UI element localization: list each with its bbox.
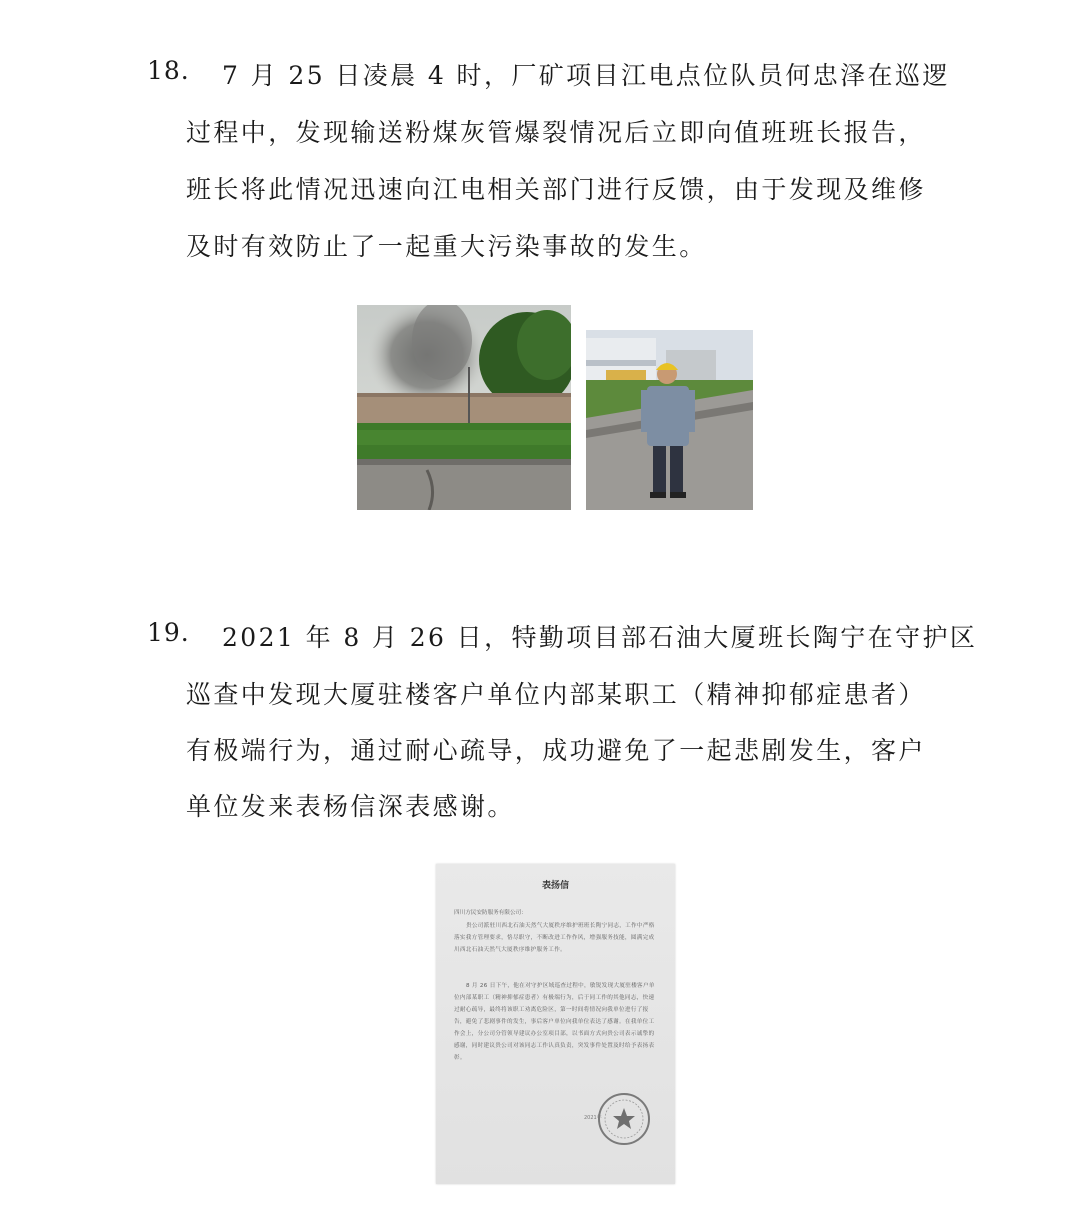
letter-paragraph: 贵公司派驻川西北石油天然气大厦秩序维护班班长陶宁同志，工作中严格落实我方管理要求，恪尽职守，不断改进工作作风，增强服务技能，圆满完成川西北石油天然气大厦秩序维护服务工作。 bbox=[454, 923, 655, 953]
commendation-letter-image bbox=[436, 864, 675, 1184]
item-number: 18. bbox=[147, 56, 190, 85]
item-text-line: 单位发来表杨信深表感谢。 bbox=[186, 792, 515, 821]
item-text-line: 及时有效防止了一起重大污染事故的发生。 bbox=[186, 232, 707, 261]
letter-paragraph: 8 月 26 日下午，他在对守护区域巡查过程中，敏锐发现大厦驻楼客户单位内部某职工（精神抑郁症患者）有极端行为，后于同工作的其他同志，快速过耐心疏导，最终将该职工劝离危险区，第一时间将情况向我单位进行了报告，避免了悲剧事件的发生，事后客户单位向我单位表达了感谢。在我单位工作会上，分公司分管领导建议办公室项目部，以书面方式向贵公司表示诚挚的感谢，同时建议贵公司对该同志工作认真负责，突发事件处置及时给予表扬表彰。 bbox=[454, 983, 655, 1061]
pipe-burst-photo bbox=[357, 305, 571, 510]
official-seal-icon bbox=[596, 1091, 652, 1147]
item-text-line: 有极端行为，通过耐心疏导，成功避免了一起悲剧发生，客户 bbox=[186, 736, 926, 765]
item-text-line: 班长将此情况迅速向江电相关部门进行反馈，由于发现及维修 bbox=[186, 175, 926, 204]
guard-photo bbox=[586, 330, 753, 510]
seal-date-text: 2021年 bbox=[584, 1115, 602, 1121]
item-text-line: 过程中，发现输送粉煤灰管爆裂情况后立即向值班班长报告， bbox=[186, 118, 926, 147]
item-text-line: 2021 年 8 月 26 日，特勤项目部石油大厦班长陶宁在守护区 bbox=[222, 623, 978, 652]
item-number: 19. bbox=[147, 618, 190, 647]
item-text-line: 7 月 25 日凌晨 4 时，厂矿项目江电点位队员何忠泽在巡逻 bbox=[222, 61, 950, 90]
letter-title: 表扬信 bbox=[541, 881, 569, 891]
letter-greeting: 四川方民安防服务有限公司： bbox=[454, 910, 527, 916]
item-text-line: 巡查中发现大厦驻楼客户单位内部某职工（精神抑郁症患者） bbox=[186, 680, 926, 709]
